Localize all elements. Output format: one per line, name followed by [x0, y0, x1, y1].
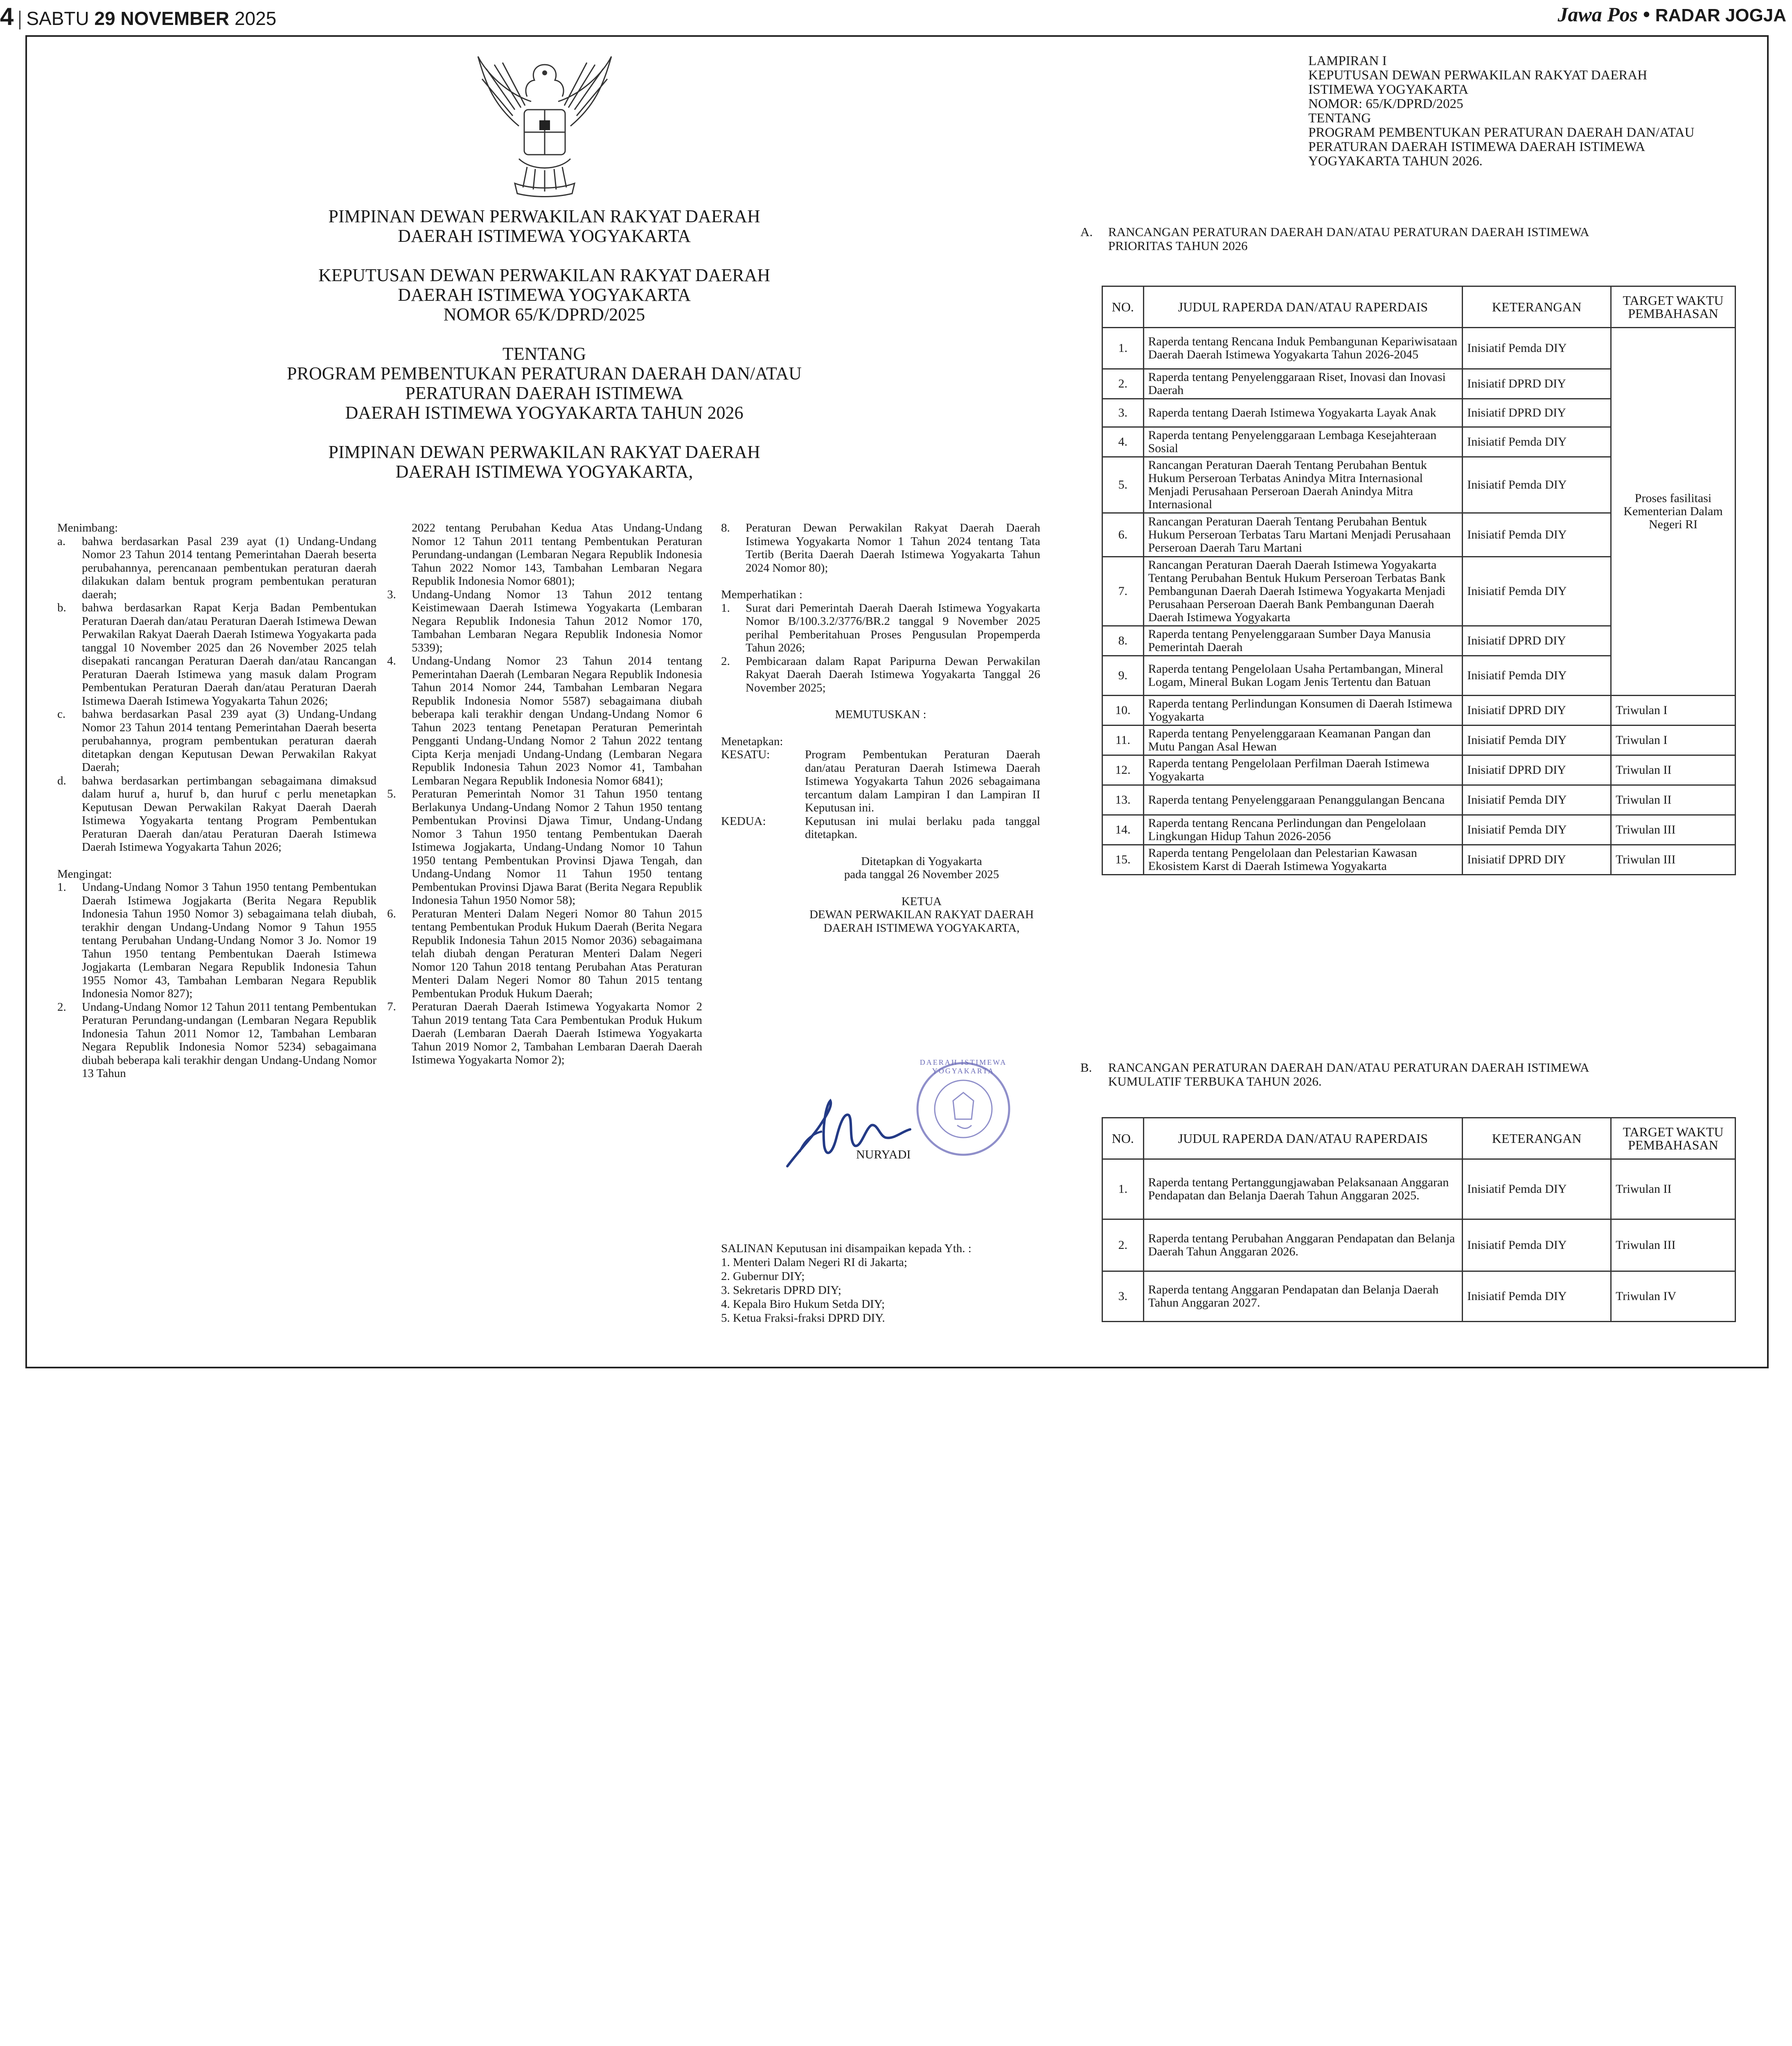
mengingat-3: 3. Undang-Undang Nomor 13 Tahun 2012 tentang Keistimewaan Daerah Istimewa Yogyakarta (Lembaran Negara Republik Indonesia Tahun 2012 Nomor 170, Tambahan Lembaran Negara Republik Indonesia Nomor 5339);: [387, 588, 702, 654]
leader-line-1: PIMPINAN DEWAN PERWAKILAN RAKYAT DAERAH: [328, 442, 760, 462]
decree-number: NOMOR 65/K/DPRD/2025: [443, 304, 645, 324]
row-number: 5.: [1102, 457, 1144, 513]
mengingat-5: 5. Peraturan Pemerintah Nomor 31 Tahun 1950 tentang Berlakunya Undang-Undang Nomor 2 Tahun 1950 tentang Pembentukan Provinsi Djawa Timur, Undang-Undang Nomor 3 Tahun 1950 tentang Pembentukan Daerah Istimewa Jogjakarta, Undang-Undang Nomor 10 Tahun 1950 tentang Pembentukan Provinsi Djawa Tengah, dan Undang-Undang Nomor 11 Tahun 1950 tentang Pembentukan Provinsi Djawa Barat (Berita Negara Republik Indonesia Tahun 1950 Nomor 58);: [387, 787, 702, 907]
table-row: [1102, 726, 1736, 755]
ditetapkan-date: pada tanggal 26 November 2025: [844, 868, 999, 881]
row-keterangan: Inisiatif Pemda DIY: [1463, 1219, 1611, 1271]
col-target: TARGET WAKTU PEMBAHASAN: [1611, 286, 1736, 328]
row-target: Triwulan II: [1611, 785, 1736, 815]
row-target: Triwulan III: [1611, 1219, 1736, 1271]
signature-stamp-area: [783, 1043, 1012, 1199]
row-title: Raperda tentang Penyelenggaraan Riset, Inovasi dan Inovasi Daerah: [1143, 369, 1463, 399]
lampiran-header: LAMPIRAN I KEPUTUSAN DEWAN PERWAKILAN RAKYAT DAERAH ISTIMEWA YOGYAKARTA NOMOR: 65/K/DPRD/2025 TENTANG PROGRAM PEMBENTUKAN PERATURAN DAERAH DAN/ATAU PERATURAN DAERAH ISTIMEWA DAERAH ISTIMEWA YOGYAKARTA TAHUN 2026.: [1308, 54, 1695, 169]
row-keterangan: Inisiatif Pemda DIY: [1463, 557, 1611, 626]
table-cumulative: [1102, 1117, 1736, 1322]
mengingat-1: 1. Undang-Undang Nomor 3 Tahun 1950 tentang Pembentukan Daerah Istimewa Jogjakarta (Berita Negara Republik Indonesia Tahun 1950 Nomor 3) sebagaimana telah diubah, terakhir dengan Undang-Undang Nomor 9 Tahun 1955 tentang Perubahan Undang-Undang Nomor 3 Jo. Nomor 19 Tahun 1950 tentang Pembentukan Daerah Istimewa Jogjakarta (Lembaran Negara Republik Indonesia Tahun 1955 Nomor 43, Tambahan Lembaran Negara Republik Indonesia Nomor 827);: [57, 881, 376, 1000]
row-title: Raperda tentang Penyelenggaraan Penanggulangan Bencana: [1143, 785, 1463, 815]
col-keterangan: KETERANGAN: [1463, 286, 1611, 328]
subject-line-3: DAERAH ISTIMEWA YOGYAKARTA TAHUN 2026: [345, 403, 744, 423]
mengingat-8: 8. Peraturan Dewan Perwakilan Rakyat Daerah Daerah Istimewa Yogyakarta Nomor 1 Tahun 2024 tentang Tata Tertib (Berita Daerah Daerah Istimewa Yogyakarta Tahun 2024 Nomor 80);: [721, 521, 1040, 575]
row-keterangan: Inisiatif DPRD DIY: [1463, 399, 1611, 427]
mengingat-label: Mengingat:: [57, 867, 112, 881]
section-b-title: B. RANCANGAN PERATURAN DAERAH DAN/ATAU PERATURAN DAERAH ISTIMEWA KUMULATIF TERBUKA TAHUN 2026.: [1080, 1060, 1589, 1088]
dewan-line-1: DEWAN PERWAKILAN RAKYAT DAERAH: [809, 908, 1034, 921]
row-title: Raperda tentang Penyelenggaraan Keamanan Pangan dan Mutu Pangan Asal Hewan: [1143, 726, 1463, 755]
row-target: Triwulan II: [1611, 755, 1736, 785]
row-number: 7.: [1102, 557, 1144, 626]
menimbang-d: d. bahwa berdasarkan pertimbangan sebagaimana dimaksud dalam huruf a, huruf b, dan huruf c perlu menetapkan Keputusan Dewan Perwakilan Rakyat Daerah Daerah Istimewa Yogyakarta tentang Program Pembentukan Peraturan Daerah dan/atau Peraturan Daerah Istimewa Daerah Istimewa Yogyakarta Tahun 2026;: [57, 774, 376, 854]
brand-bullet: •: [1643, 3, 1650, 26]
row-target: Triwulan I: [1611, 726, 1736, 755]
page-header-left: [0, 2, 276, 31]
row-title: Raperda tentang Daerah Istimewa Yogyakarta Layak Anak: [1143, 399, 1463, 427]
table-row: [1102, 1271, 1736, 1322]
col-keterangan: KETERANGAN: [1463, 1118, 1611, 1159]
row-number: 14.: [1102, 815, 1144, 845]
table-priority: [1102, 286, 1736, 875]
table-row: [1102, 1159, 1736, 1219]
row-number: 1.: [1102, 1159, 1144, 1219]
salinan-block: [721, 1242, 1040, 1325]
col-judul: JUDUL RAPERDA DAN/ATAU RAPERDAIS: [1143, 1118, 1463, 1159]
menetapkan-label: Menetapkan:: [721, 735, 783, 748]
row-keterangan: Inisiatif Pemda DIY: [1463, 328, 1611, 369]
tentang-label: TENTANG: [502, 344, 586, 364]
row-title: Raperda tentang Anggaran Pendapatan dan Belanja Daerah Tahun Anggaran 2027.: [1143, 1271, 1463, 1322]
garuda-emblem-icon: [470, 48, 620, 199]
menimbang-a: a. bahwa berdasarkan Pasal 239 ayat (1) Undang-Undang Nomor 23 Tahun 2014 tentang Pemerintahan Daerah beserta perubahannya, perencanaan pembentukan peraturan daerah dilakukan dalam bentuk program pembentukan peraturan daerah;: [57, 534, 376, 601]
row-target: Triwulan III: [1611, 845, 1736, 875]
subject-line-1: PROGRAM PEMBENTUKAN PERATURAN DAERAH DAN/ATAU: [287, 363, 802, 383]
row-title: Raperda tentang Rencana Perlindungan dan Pengelolaan Lingkungan Hidup Tahun 2026-2056: [1143, 815, 1463, 845]
row-title: Raperda tentang Pertanggungjawaban Pelaksanaan Anggaran Pendapatan dan Belanja Daerah Tahun Anggaran 2025.: [1143, 1159, 1463, 1219]
col-no: NO.: [1102, 286, 1144, 328]
row-keterangan: Inisiatif Pemda DIY: [1463, 726, 1611, 755]
signatory-name: NURYADI: [856, 1148, 911, 1161]
column-3: [721, 521, 1040, 935]
kesatu-clause: KESATU: Program Pembentukan Peraturan Daerah dan/atau Peraturan Daerah Istimewa Daerah Istimewa Yogyakarta Tahun 2026 sebagaimana tercantum dalam Lampiran I dan Lampiran II Keputusan ini.: [721, 748, 1040, 814]
row-keterangan: Inisiatif DPRD DIY: [1463, 755, 1611, 785]
row-number: 6.: [1102, 513, 1144, 557]
table-row: [1102, 785, 1736, 815]
memperhatikan-2: 2. Pembicaraan dalam Rapat Paripurna Dewan Perwakilan Rakyat Daerah Daerah Istimewa Yogyakarta Tanggal 26 November 2025;: [721, 654, 1040, 694]
row-keterangan: Inisiatif DPRD DIY: [1463, 696, 1611, 726]
table-row: [1102, 328, 1736, 369]
row-title: Raperda tentang Rencana Induk Pembangunan Kepariwisataan Daerah Daerah Istimewa Yogyakarta Tahun 2026-2045: [1143, 328, 1463, 369]
menimbang-label: Menimbang:: [57, 521, 118, 534]
table-row: [1102, 1219, 1736, 1271]
row-keterangan: Inisiatif DPRD DIY: [1463, 626, 1611, 656]
header-year: 2025: [234, 8, 277, 29]
row-keterangan: Inisiatif DPRD DIY: [1463, 845, 1611, 875]
section-a-title: A. RANCANGAN PERATURAN DAERAH DAN/ATAU PERATURAN DAERAH ISTIMEWA PRIORITAS TAHUN 2026: [1080, 225, 1589, 253]
col-judul: JUDUL RAPERDA DAN/ATAU RAPERDAIS: [1143, 286, 1463, 328]
row-number: 13.: [1102, 785, 1144, 815]
row-number: 11.: [1102, 726, 1144, 755]
kedua-clause: KEDUA: Keputusan ini mulai berlaku pada tanggal ditetapkan.: [721, 814, 1040, 841]
column-1: [57, 521, 376, 1080]
brand-name: Jawa Pos: [1558, 3, 1638, 26]
row-keterangan: Inisiatif Pemda DIY: [1463, 513, 1611, 557]
row-target: Triwulan IV: [1611, 1271, 1736, 1322]
row-number: 2.: [1102, 1219, 1144, 1271]
row-title: Raperda tentang Perlindungan Konsumen di Daerah Istimewa Yogyakarta: [1143, 696, 1463, 726]
table-header-row: [1102, 1118, 1736, 1159]
row-number: 12.: [1102, 755, 1144, 785]
row-number: 8.: [1102, 626, 1144, 656]
ditetapkan-place: Ditetapkan di Yogyakarta: [861, 854, 982, 868]
row-keterangan: Inisiatif Pemda DIY: [1463, 656, 1611, 696]
salinan-label: SALINAN Keputusan ini disampaikan kepada Yth. :: [721, 1242, 972, 1255]
row-keterangan: Inisiatif Pemda DIY: [1463, 1159, 1611, 1219]
salinan-4: 4. Kepala Biro Hukum Setda DIY;: [721, 1298, 885, 1311]
menimbang-c: c. bahwa berdasarkan Pasal 239 ayat (3) Undang-Undang Nomor 23 Tahun 2014 tentang Pemerintahan Daerah beserta perubahannya, program pembentukan peraturan daerah ditetapkan dengan Keputusan Dewan Perwakilan Rakyat Daerah;: [57, 708, 376, 774]
row-number: 15.: [1102, 845, 1144, 875]
row-number: 4.: [1102, 427, 1144, 457]
row-keterangan: Inisiatif Pemda DIY: [1463, 427, 1611, 457]
header-divider: [19, 11, 20, 29]
row-keterangan: Inisiatif Pemda DIY: [1463, 785, 1611, 815]
salinan-2: 2. Gubernur DIY;: [721, 1270, 805, 1283]
memperhatikan-1: 1. Surat dari Pemerintah Daerah Daerah Istimewa Yogyakarta Nomor B/100.3.2/3776/BR.2 tanggal 9 November 2025 perihal Pemberitahuan Proses Pengusulan Propemperda Tahun 2026;: [721, 601, 1040, 654]
row-title: Raperda tentang Pengelolaan Perfilman Daerah Istimewa Yogyakarta: [1143, 755, 1463, 785]
ketua-label: KETUA: [901, 895, 942, 908]
leader-title-2: DAERAH ISTIMEWA YOGYAKARTA: [398, 226, 691, 246]
header-date: 29 NOVEMBER: [94, 8, 230, 29]
row-title: Raperda tentang Penyelenggaraan Lembaga Kesejahteraan Sosial: [1143, 427, 1463, 457]
row-number: 1.: [1102, 328, 1144, 369]
row-title: Raperda tentang Pengelolaan dan Pelestarian Kawasan Ekosistem Karst di Daerah Istimewa Yogyakarta: [1143, 845, 1463, 875]
row-target: Triwulan I: [1611, 696, 1736, 726]
salinan-3: 3. Sekretaris DPRD DIY;: [721, 1284, 841, 1297]
row-title: Rancangan Peraturan Daerah Tentang Perubahan Bentuk Hukum Perseroan Terbatas Taru Martani Menjadi Perusahaan Perseroan Daerah Taru Martani: [1143, 513, 1463, 557]
mengingat-4: 4. Undang-Undang Nomor 23 Tahun 2014 tentang Pemerintahan Daerah (Lembaran Negara Republik Indonesia Tahun 2014 Nomor 244, Tambahan Lembaran Negara Republik Indonesia Nomor 5587) sebagaimana diubah beberapa kali terakhir dengan Undang-Undang Nomor 6 Tahun 2023 tentang Penetapan Peraturan Pemerintah Pengganti Undang-Undang Nomor 2 Tahun 2022 tentang Cipta Kerja menjadi Undang-Undang (Lembaran Negara Republik Indonesia Tahun 2023 Nomor 41, Tambahan Lembaran Negara Republik Indonesia Nomor 6841);: [387, 654, 702, 787]
row-title: Rancangan Peraturan Daerah Tentang Perubahan Bentuk Hukum Perseroan Terbatas Anindya Mitra Internasional Menjadi Perusahaan Perseroan Daerah Anindya Mitra Internasional: [1143, 457, 1463, 513]
table-row: [1102, 696, 1736, 726]
row-number: 3.: [1102, 1271, 1144, 1322]
row-number: 3.: [1102, 399, 1144, 427]
page-header-right: [1558, 2, 1786, 26]
col-target: TARGET WAKTU PEMBAHASAN: [1611, 1118, 1736, 1159]
stamp-text: DAERAH ISTIMEWA YOGYAKARTA: [920, 1058, 1007, 1075]
row-title: Raperda tentang Pengelolaan Usaha Pertambangan, Mineral Logam, Mineral Bukan Logam Jenis Tertentu dan Batuan: [1143, 656, 1463, 696]
row-number: 9.: [1102, 656, 1144, 696]
salinan-5: 5. Ketua Fraksi-fraksi DPRD DIY.: [721, 1311, 885, 1325]
row-target: Triwulan II: [1611, 1159, 1736, 1219]
row-number: 10.: [1102, 696, 1144, 726]
row-target: Triwulan III: [1611, 815, 1736, 845]
mengingat-2: 2. Undang-Undang Nomor 12 Tahun 2011 tentang Pembentukan Peraturan Perundang-undangan (Lembaran Negara Republik Indonesia Tahun 2011 Nomor 12, Tambahan Lembaran Negara Republik Indonesia Nomor 5234) sebagaimana diubah beberapa kali terakhir dengan Undang-Undang Nomor 13 Tahun: [57, 1000, 376, 1080]
row-title: Rancangan Peraturan Daerah Daerah Istimewa Yogyakarta Tentang Perubahan Bentuk Hukum Perseroan Terbatas Bank Pembangunan Daerah Daerah Istimewa Yogyakarta Menjadi Perusahaan Perseroan Daerah Bank Pembangunan Daerah Daerah Istimewa Yogyakarta: [1143, 557, 1463, 626]
row-target-merged: Proses fasilitasi Kementerian Dalam Negeri RI: [1611, 328, 1736, 696]
row-keterangan: Inisiatif Pemda DIY: [1463, 815, 1611, 845]
header-day: SABTU: [26, 8, 89, 29]
row-title: Raperda tentang Perubahan Anggaran Pendapatan dan Belanja Daerah Tahun Anggaran 2026.: [1143, 1219, 1463, 1271]
table-row: [1102, 755, 1736, 785]
row-keterangan: Inisiatif Pemda DIY: [1463, 1271, 1611, 1322]
edition-name: RADAR JOGJA: [1655, 5, 1786, 25]
row-number: 2.: [1102, 369, 1144, 399]
row-title: Raperda tentang Penyelenggaraan Sumber Daya Manusia Pemerintah Daerah: [1143, 626, 1463, 656]
subject-line-2: PERATURAN DAERAH ISTIMEWA: [405, 383, 683, 403]
page-number: 4: [0, 3, 14, 30]
menimbang-b: b. bahwa berdasarkan Rapat Kerja Badan Pembentukan Peraturan Daerah dan/atau Peraturan Daerah Istimewa Dewan Perwakilan Rakyat Daerah Daerah Istimewa Yogyakarta pada tanggal 10 November 2025 dan 26 November 2025 telah disepakati rancangan Peraturan Daerah dan/atau Rancangan Peraturan Daerah Istimewa yang masuk dalam Program Pembentukan Peraturan Daerah dan/atau Peraturan Daerah Istimewa Daerah Istimewa Yogyakarta Tahun 2026;: [57, 601, 376, 708]
mengingat-2-continued: 2022 tentang Perubahan Kedua Atas Undang-Undang Nomor 12 Tahun 2011 tentang Pembentukan Peraturan Perundang-undangan (Lembaran Negara Republik Indonesia Tahun 2022 Nomor 143, Tambahan Lembaran Negara Republik Indonesia Nomor 6801);: [412, 521, 702, 588]
leader-title-1: PIMPINAN DEWAN PERWAKILAN RAKYAT DAERAH: [328, 206, 760, 226]
col-no: NO.: [1102, 1118, 1144, 1159]
table-header-row: [1102, 286, 1736, 328]
memutuskan-label: MEMUTUSKAN :: [835, 708, 926, 721]
leader-line-2: DAERAH ISTIMEWA YOGYAKARTA,: [395, 462, 693, 482]
column-2: [387, 521, 702, 1067]
decree-title-1: KEPUTUSAN DEWAN PERWAKILAN RAKYAT DAERAH: [318, 265, 771, 285]
salinan-1: 1. Menteri Dalam Negeri RI di Jakarta;: [721, 1256, 907, 1269]
table-row: [1102, 845, 1736, 875]
mengingat-6: 6. Peraturan Menteri Dalam Negeri Nomor 80 Tahun 2015 tentang Pembentukan Produk Hukum Daerah (Berita Negara Republik Indonesia Tahun 2015 Nomor 2036) sebagaimana telah diubah dengan Peraturan Menteri Dalam Negeri Nomor 120 Tahun 2018 tentang Perubahan Atas Peraturan Menteri Dalam Negeri Nomor 80 Tahun 2015 tentang Pembentukan Produk Hukum Daerah;: [387, 907, 702, 1000]
dewan-line-2: DAERAH ISTIMEWA YOGYAKARTA,: [823, 921, 1020, 935]
row-keterangan: Inisiatif Pemda DIY: [1463, 457, 1611, 513]
table-row: [1102, 815, 1736, 845]
title-block: [229, 207, 859, 482]
decree-title-2: DAERAH ISTIMEWA YOGYAKARTA: [398, 285, 691, 305]
memperhatikan-label: Memperhatikan :: [721, 588, 802, 601]
row-keterangan: Inisiatif DPRD DIY: [1463, 369, 1611, 399]
mengingat-7: 7. Peraturan Daerah Daerah Istimewa Yogyakarta Nomor 2 Tahun 2019 tentang Tata Cara Pembentukan Produk Hukum Daerah (Lembaran Daerah Daerah Istimewa Yogyakarta Tahun 2019 Nomor 2, Tambahan Lembaran Daerah Daerah Istimewa Yogyakarta Nomor 2);: [387, 1000, 702, 1066]
